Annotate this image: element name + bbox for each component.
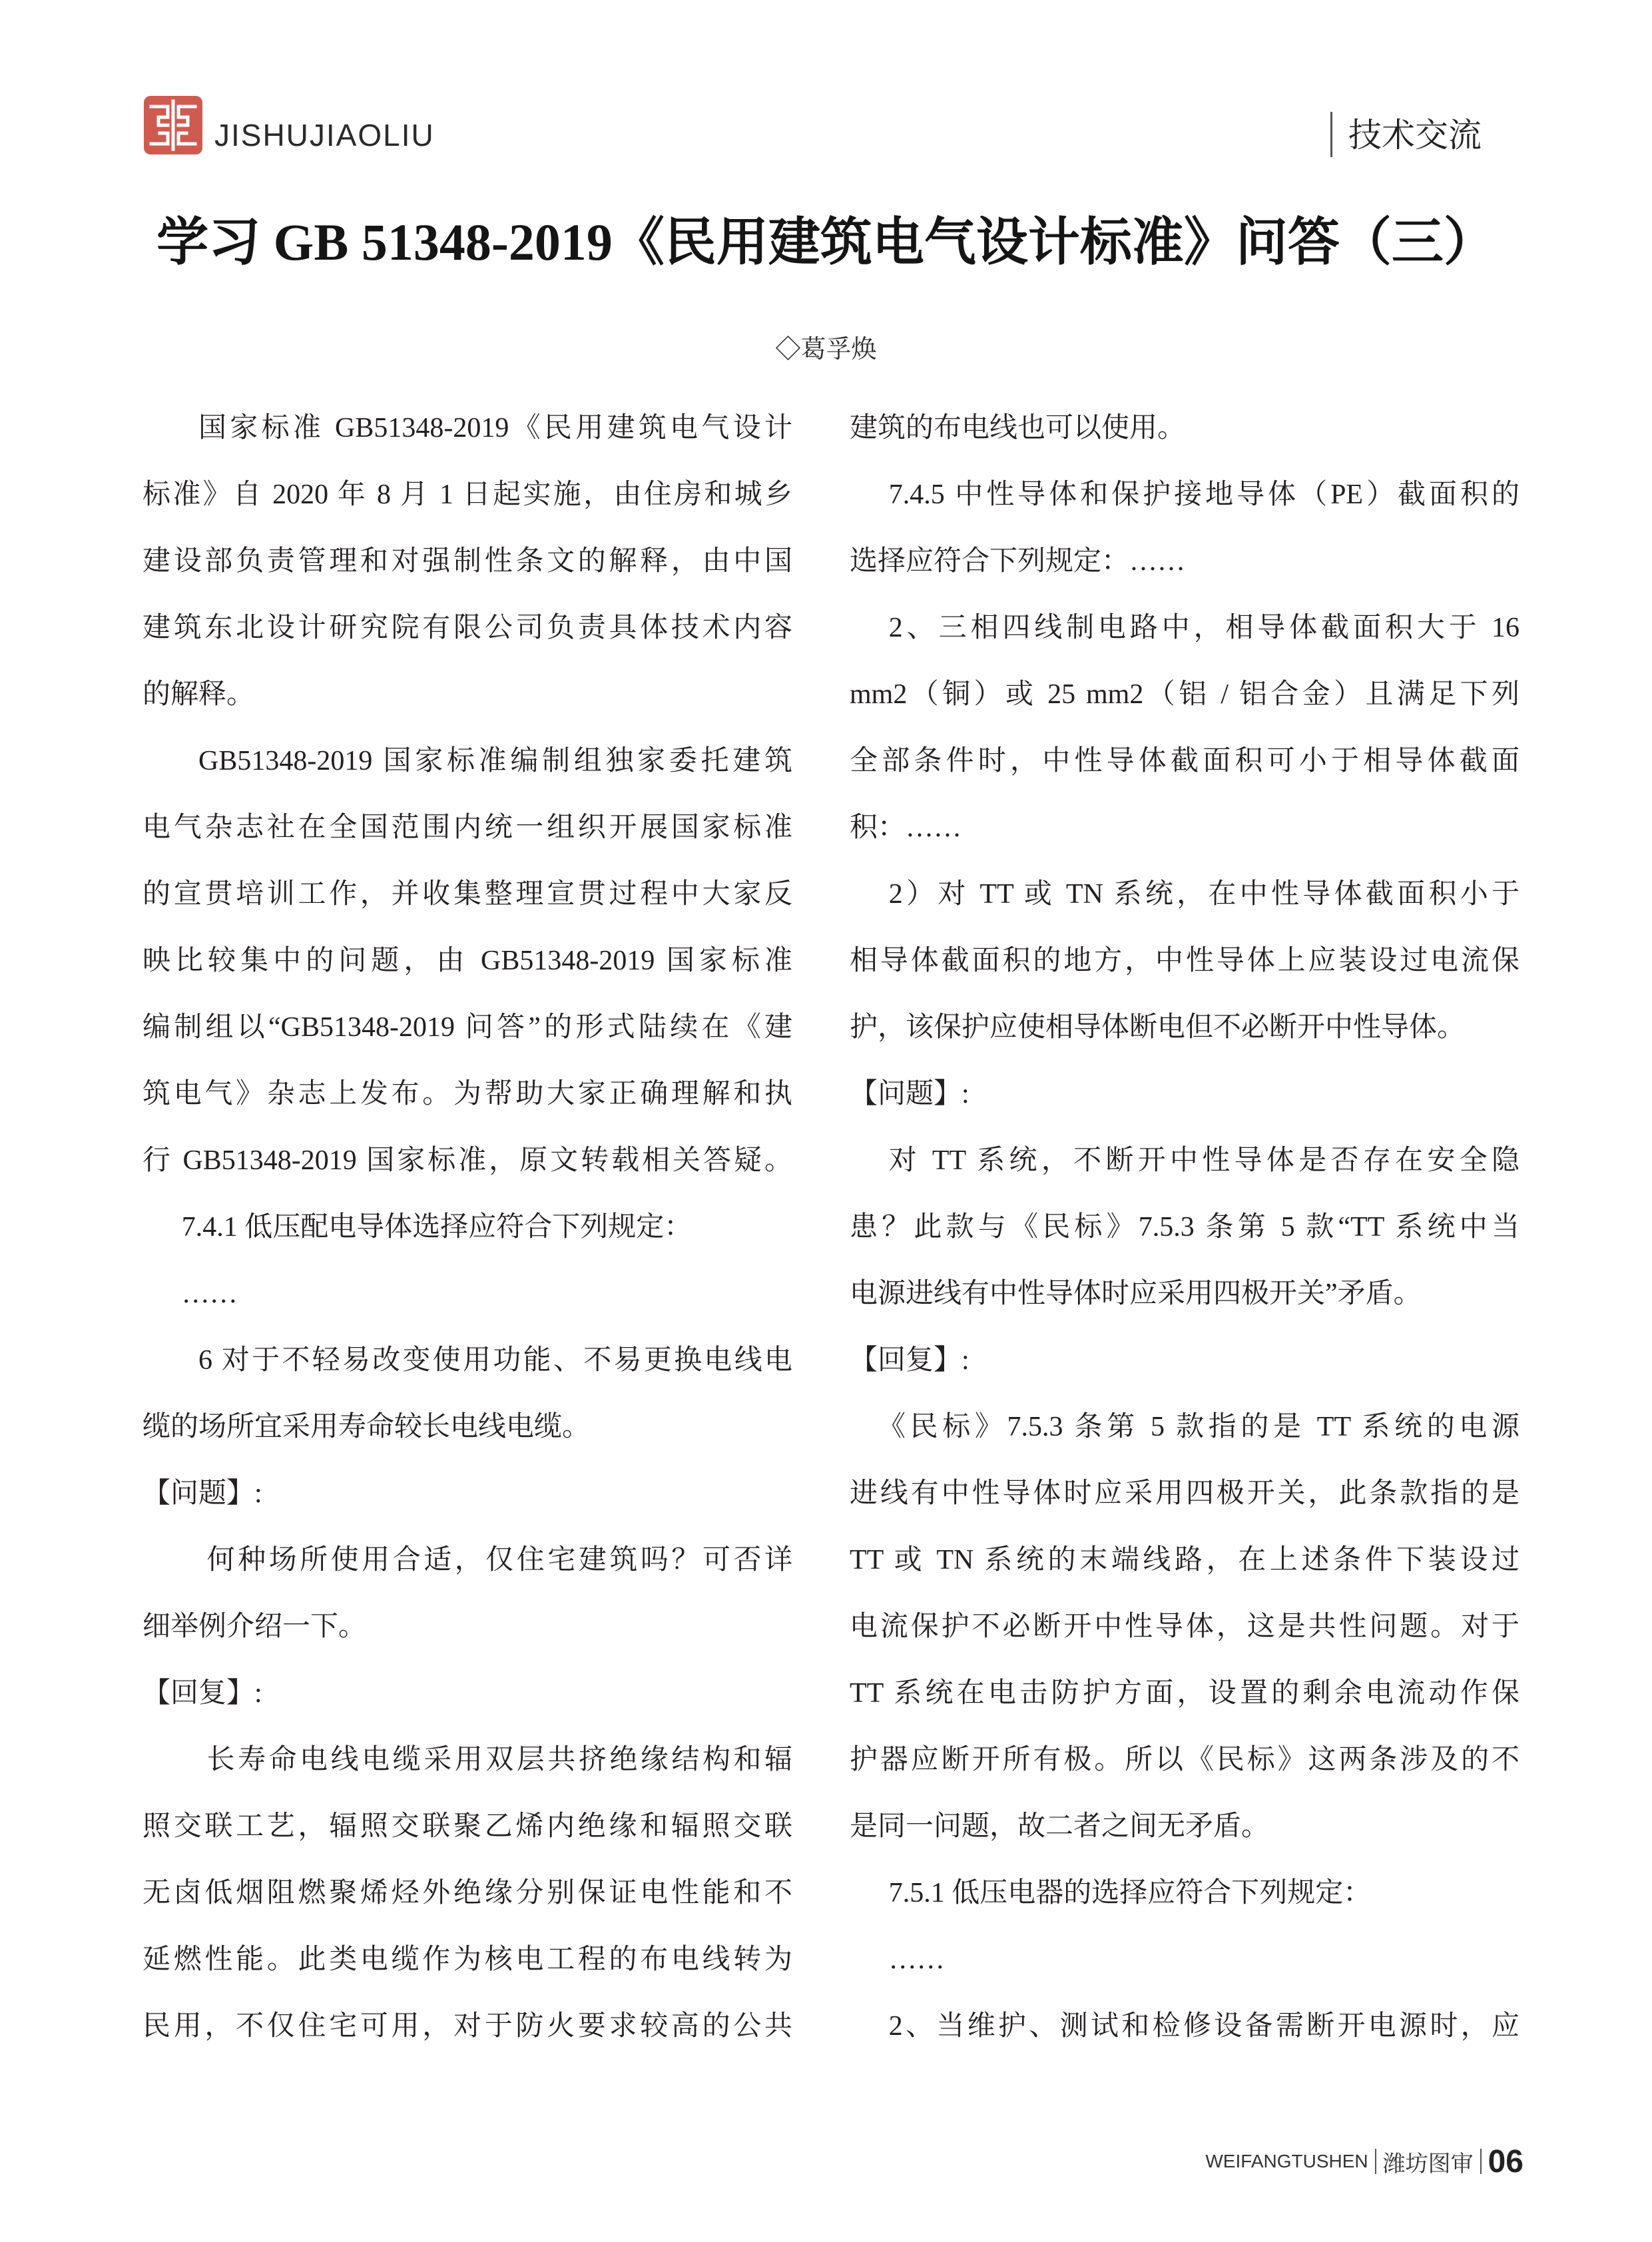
- article-author: ◇葛孚焕: [775, 336, 877, 364]
- text-line: 是同一问题，故二者之间无矛盾。: [850, 1811, 1270, 1842]
- text-line: 的宣贯培训工作，并收集整理宣贯过程中大家反: [142, 879, 792, 910]
- footer-divider: [1480, 2149, 1482, 2174]
- text-line: 无卤低烟阻燃聚烯烃外绝缘分别保证电性能和不: [142, 1878, 792, 1908]
- text-line: 电源进线有中性导体时应采用四极开关”矛盾。: [850, 1278, 1422, 1309]
- text-line: 选择应符合下列规定：……: [850, 546, 1186, 577]
- text-line: 照交联工艺，辐照交联聚乙烯内绝缘和辐照交联: [142, 1811, 792, 1842]
- text-line: 细举例介绍一下。: [142, 1611, 367, 1642]
- left-column: [142, 395, 792, 2060]
- text-line: 相导体截面积的地方，中性导体上应装设过电流保: [850, 946, 1519, 976]
- text-line: 标准》自 2020 年 8 月 1 日起实施，由住房和城乡: [142, 479, 792, 510]
- question-label: 【问题】:: [850, 1079, 969, 1109]
- text-line: 进线有中性导体时应采用四极开关，此条款指的是: [850, 1478, 1519, 1509]
- section-title: 技术交流: [1348, 117, 1482, 154]
- text-line: 的解释。: [142, 679, 255, 710]
- text-line: 全部条件时，中性导体截面积可小于相导体截面: [850, 746, 1519, 776]
- text-line: mm2（铜）或 25 mm2（铝 / 铝合金）且满足下列: [850, 679, 1519, 710]
- text-line: 患？此款与《民标》7.5.3 条第 5 款“TT 系统中当: [850, 1212, 1519, 1243]
- text-line: 2）对 TT 或 TN 系统，在中性导体截面积小于: [888, 879, 1519, 910]
- ellipsis-line: ……: [888, 1944, 945, 1975]
- footer-divider: [1375, 2149, 1376, 2174]
- text-line: 映比较集中的问题，由 GB51348-2019 国家标准: [142, 946, 792, 976]
- right-column: [850, 395, 1519, 2060]
- text-line: 积：……: [850, 812, 962, 843]
- text-line: 行 GB51348-2019 国家标准，原文转载相关答疑。: [142, 1145, 792, 1176]
- text-line: 长寿命电线电缆采用双层共挤绝缘结构和辐: [206, 1745, 792, 1775]
- page-number: 06: [1488, 2143, 1523, 2179]
- text-line: 筑电气》杂志上发布。为帮助大家正确理解和执: [142, 1079, 792, 1109]
- text-line: 2、三相四线制电路中，相导体截面积大于 16: [888, 613, 1519, 643]
- text-line: 护，该保护应使相导体断电但不必断开中性导体。: [850, 1012, 1466, 1043]
- text-line: 建筑的布电线也可以使用。: [850, 413, 1186, 443]
- clause-heading: 7.4.1 低压配电导体选择应符合下列规定：: [181, 1212, 692, 1243]
- publication-pinyin: WEIFANGTUSHEN: [1205, 2151, 1368, 2171]
- text-line: 6 对于不轻易改变使用功能、不易更换电线电: [198, 1345, 792, 1376]
- text-line: 国家标准 GB51348-2019《民用建筑电气设计: [198, 413, 792, 443]
- text-line: 2、当维护、测试和检修设备需断开电源时，应: [888, 2011, 1519, 2042]
- text-line: 对 TT 系统，不断开中性导体是否存在安全隐: [888, 1145, 1519, 1176]
- text-line: 延燃性能。此类电缆作为核电工程的布电线转为: [142, 1944, 792, 1975]
- publication-name: 潍坊图审: [1382, 2151, 1474, 2177]
- text-line: 编制组以“GB51348-2019 问答”的形式陆续在《建: [142, 1012, 792, 1043]
- text-line: 电流保护不必断开中性导体，这是共性问题。对于: [850, 1611, 1519, 1642]
- text-line: GB51348-2019 国家标准编制组独家委托建筑: [198, 746, 792, 776]
- answer-label: 【回复】:: [850, 1345, 969, 1376]
- clause-heading: 7.4.5 中性导体和保护接地导体（PE）截面积的: [888, 479, 1519, 510]
- section-pinyin: JISHUJIAOLIU: [214, 118, 435, 152]
- answer-label: 【回复】:: [142, 1678, 262, 1709]
- text-line: 护器应断开所有极。所以《民标》这两条涉及的不: [850, 1745, 1519, 1775]
- text-line: TT 系统在电击防护方面，设置的剩余电流动作保: [850, 1678, 1519, 1709]
- question-label: 【问题】:: [142, 1478, 262, 1509]
- article-title: 学习 GB 51348-2019《民用建筑电气设计标准》问答（三）: [156, 213, 1496, 271]
- logo-emblem-icon: [142, 95, 204, 156]
- text-line: 电气杂志社在全国范围内统一组织开展国家标准: [142, 812, 792, 843]
- text-line: 民用，不仅住宅可用，对于防火要求较高的公共: [142, 2011, 792, 2042]
- text-line: 建设部负责管理和对强制性条文的解释，由中国: [142, 546, 792, 577]
- page-footer: [1205, 2145, 1523, 2178]
- text-line: 缆的场所宜采用寿命较长电线电缆。: [142, 1412, 591, 1442]
- text-line: TT 或 TN 系统的末端线路，在上述条件下装设过: [850, 1545, 1519, 1575]
- ellipsis-line: ……: [181, 1278, 238, 1309]
- clause-heading: 7.5.1 低压电器的选择应符合下列规定：: [888, 1878, 1372, 1908]
- text-line: 建筑东北设计研究院有限公司负责具体技术内容: [142, 613, 792, 643]
- text-line: 何种场所使用合适，仅住宅建筑吗？可否详: [206, 1545, 792, 1575]
- header-divider: [1330, 112, 1332, 157]
- text-line: 《民标》7.5.3 条第 5 款指的是 TT 系统的电源: [878, 1412, 1519, 1442]
